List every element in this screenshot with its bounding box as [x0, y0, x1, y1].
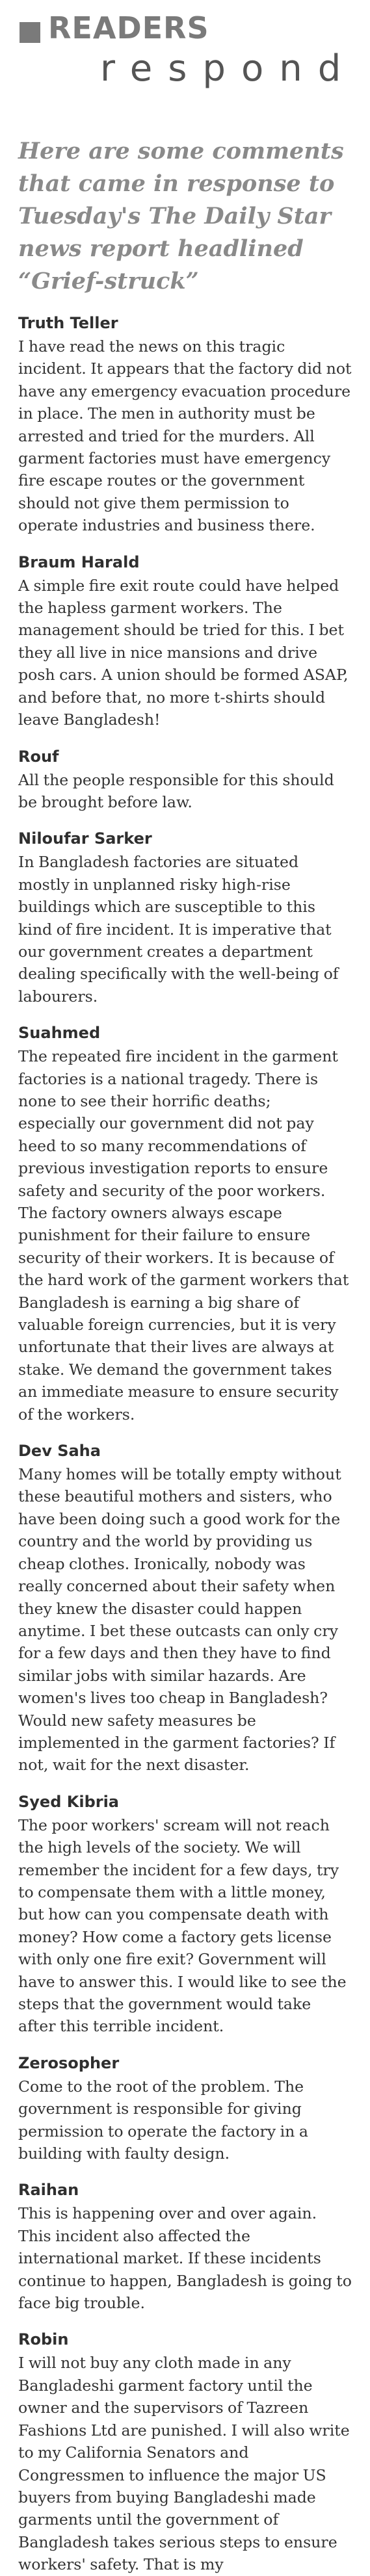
comment-item [18, 312, 352, 537]
comment-text: Many homes will be totally empty without these beautiful mothers and sisters, who have been doing such a good work for the country and the world by providing us cheap clothes. Ironically, nobody was really concerned about their safety when they knew the disaster could happen anytime. I bet these outcasts can only cry for a few days and then they have to find similar jobs with similar hazards. Are women's lives too cheap in Bangladesh? Would new safety measures be implemented in the garment factories? If not, wait for the next disaster. [18, 1465, 341, 1775]
comment-author: Niloufar Sarker [18, 829, 152, 848]
intro-text: Here are some comments that came in response to Tuesday's The Daily Star news report headlined “Grief-struck” [18, 138, 344, 294]
comment-item [18, 827, 352, 1008]
comment-item [18, 2328, 352, 2575]
comment-author: Dev Saha [18, 1442, 101, 1461]
comment-author: Braum Harald [18, 553, 140, 571]
comment-text: I have read the news on this tragic incident. It appears that the factory did not have any emergency evacuation procedure in place. The men in authority must be arrested and tried for the murders. All garment factories must have emergency fire escape routes or the government should not give them permission to operate industries and business there. [18, 337, 352, 535]
comment-text: The repeated fire incident in the garment factories is a national tragedy. There is none to see their horrific deaths; especially our government did not pay heed to so many recommendations of previous investigation reports to ensure safety and security of the poor workers. The factory owners always escape punishment for their failure to ensure security of their workers. It is because of the hard work of the garment workers that Bangladesh is earning a big share of valuable foreign currencies, but it is very unfortunate that their lives are always at stake. We demand the government takes an immediate measure to ensure security of the workers. [18, 1047, 349, 1424]
header-respond: respond [100, 47, 357, 90]
header-readers: READERS [48, 10, 209, 46]
comment-author: Rouf [18, 747, 59, 766]
comment-item [18, 1791, 352, 2038]
comment-text: The poor workers' scream will not reach the high levels of the society. We will remember the incident for a few days, try to compensate them with a little money, but how can you compensate death with money? How come a factory gets license with only one fire exit? Government will have to answer this. I would like to see the steps that the government would take after this terrible incident. [18, 1815, 347, 2036]
column-header [18, 9, 357, 107]
comment-item [18, 746, 352, 814]
comment-text: A simple fire exit route could have helped the hapless garment workers. The management should be tried for this. I bet they all live in nice mansions and drive posh cars. A union should be formed ASAP, and before that, no more t-shirts should leave Bangladesh! [18, 576, 349, 729]
comment-author: Robin [18, 2330, 69, 2349]
comment-item [18, 551, 352, 731]
comment-item [18, 1022, 352, 1425]
comment-text: In Bangladesh factories are situated mostly in unplanned risky high-rise buildings which are susceptible to this kind of fire incident. It is imperative that our government creates a department dealing specifically with the well-being of labourers. [18, 853, 339, 1006]
comment-author: Raihan [18, 2181, 79, 2200]
comment-author: Suahmed [18, 1024, 101, 1043]
comment-text: This is happening over and over again. This incident also affected the international market. If these incidents continue to happen, Bangladesh is going to face big trouble. [18, 2204, 352, 2313]
header-square-mark [20, 22, 40, 43]
comment-author: Zerosopher [18, 2053, 120, 2072]
comment-author: Truth Teller [18, 314, 118, 332]
comment-text: All the people responsible for this should be brought before law. [18, 770, 334, 811]
comment-author: Syed Kibria [18, 1792, 120, 1811]
comment-text: I will not buy any cloth made in any Bangladeshi garment factory until the owner and the supervisors of Tazreen Fashions Ltd are punished. I will also write to my California Senators and Congressmen to influence the major US buyers from buying Bangladeshi made garments until the government of Bangladesh takes serious steps to ensure workers' safety. That is my [18, 2354, 350, 2574]
comment-text: Come to the root of the problem. The government is responsible for giving permission to operate the factory in a building with faulty design. [18, 2077, 308, 2163]
comment-item [18, 2179, 352, 2314]
comment-item [18, 2052, 352, 2165]
comment-item [18, 1440, 352, 1776]
